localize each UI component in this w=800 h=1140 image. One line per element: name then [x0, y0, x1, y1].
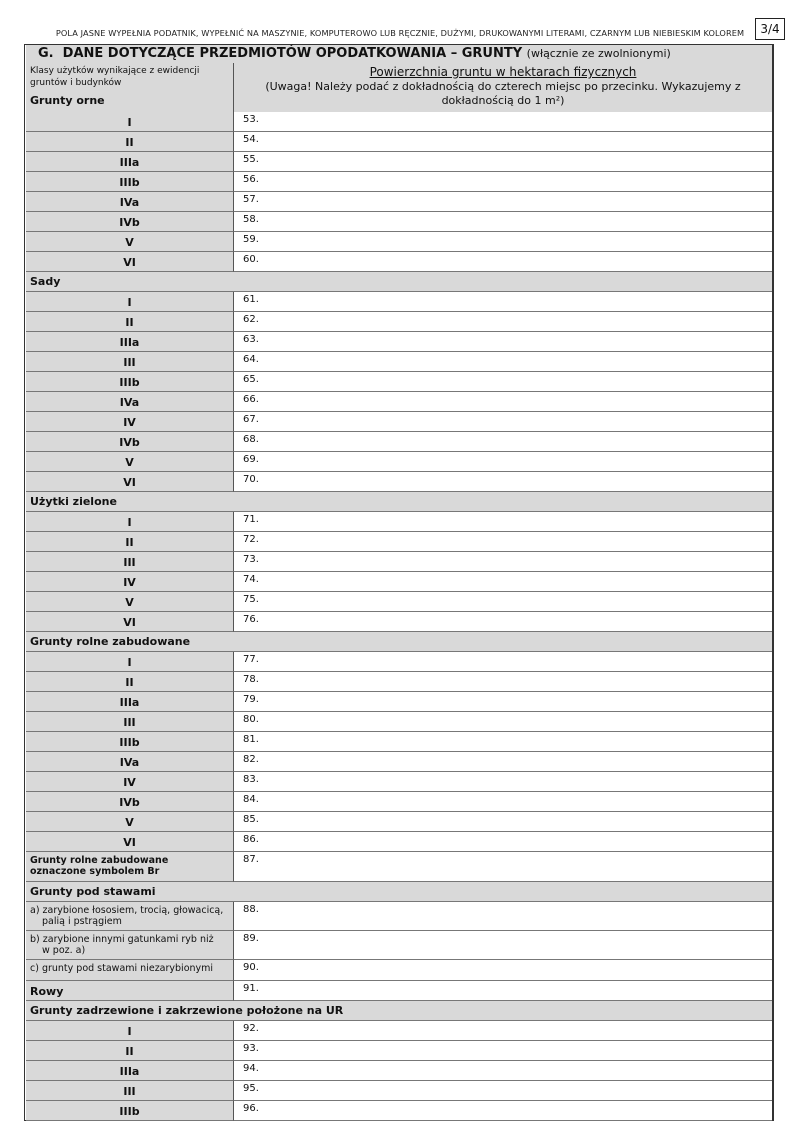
area-input-field[interactable]: [234, 1041, 772, 1061]
field-number: 77.: [243, 654, 259, 665]
field-number: 67.: [243, 414, 259, 425]
field-number: 83.: [243, 774, 259, 785]
area-input-field[interactable]: [234, 132, 772, 152]
field-number: 59.: [243, 234, 259, 245]
table-row: [26, 902, 772, 931]
table-row: [26, 592, 772, 612]
area-column-title: Powierzchnia gruntu w hektarach fizycznych: [369, 65, 637, 79]
field-number: 56.: [243, 174, 259, 185]
table-row: [26, 732, 772, 752]
table-row: [26, 692, 772, 712]
class-label: IIIa: [26, 692, 234, 712]
class-label: IV: [26, 772, 234, 792]
table-row: [26, 832, 772, 852]
class-label: II: [26, 532, 234, 552]
section-g-title: [26, 45, 772, 63]
area-input-field[interactable]: [234, 212, 772, 232]
table-row: [26, 472, 772, 492]
class-label: V: [26, 812, 234, 832]
area-input-field[interactable]: [234, 752, 772, 772]
field-number: 84.: [243, 794, 259, 805]
class-label: I: [26, 1021, 234, 1041]
field-number: 80.: [243, 714, 259, 725]
area-input-field[interactable]: [234, 712, 772, 732]
class-label-line: w poz. a): [42, 945, 86, 956]
class-label: V: [26, 592, 234, 612]
area-input-field[interactable]: [234, 612, 772, 632]
class-label: I: [26, 292, 234, 312]
field-number: 82.: [243, 754, 259, 765]
area-input-field[interactable]: [234, 292, 772, 312]
table-row: [26, 512, 772, 532]
field-number: 70.: [243, 474, 259, 485]
group-label: Grunty orne: [30, 94, 105, 107]
field-number: 63.: [243, 334, 259, 345]
area-input-field[interactable]: [234, 1021, 772, 1041]
class-label: IVa: [26, 192, 234, 212]
table-row: [26, 152, 772, 172]
class-label: [26, 931, 234, 960]
area-input-field[interactable]: [234, 312, 772, 332]
field-number: 68.: [243, 434, 259, 445]
table-row: [26, 852, 772, 882]
area-input-field[interactable]: [234, 902, 772, 931]
field-number: 95.: [243, 1083, 259, 1094]
field-number: 81.: [243, 734, 259, 745]
table-row: [26, 132, 772, 152]
field-number: 90.: [243, 962, 259, 973]
area-input-field[interactable]: [234, 392, 772, 412]
class-label: IIIa: [26, 332, 234, 352]
table-row: [26, 432, 772, 452]
field-number: 66.: [243, 394, 259, 405]
area-input-field[interactable]: [234, 812, 772, 832]
table-row: [26, 212, 772, 232]
class-label-line: c) grunty pod stawami niezarybionymi: [30, 963, 214, 974]
class-label: I: [26, 512, 234, 532]
field-number: 62.: [243, 314, 259, 325]
class-label-line: oznaczone symbolem Br: [30, 866, 160, 877]
field-number: 76.: [243, 614, 259, 625]
field-number: 96.: [243, 1103, 259, 1114]
field-number: 60.: [243, 254, 259, 265]
table-row: [26, 112, 772, 132]
group-header: Sady: [26, 272, 772, 292]
class-label: IVb: [26, 212, 234, 232]
class-label: II: [26, 672, 234, 692]
field-number: 65.: [243, 374, 259, 385]
area-input-field[interactable]: [234, 852, 772, 882]
area-input-field[interactable]: [234, 252, 772, 272]
table-row: [26, 532, 772, 552]
area-input-field[interactable]: [234, 1061, 772, 1081]
section-letter: G.: [38, 46, 54, 61]
area-input-field[interactable]: [234, 732, 772, 752]
field-number: 64.: [243, 354, 259, 365]
area-input-field[interactable]: [234, 452, 772, 472]
class-label-line: a) zarybione łososiem, trocią, głowacicą,: [30, 905, 224, 916]
field-number: 78.: [243, 674, 259, 685]
area-input-field[interactable]: [234, 960, 772, 981]
table-row: [26, 752, 772, 772]
area-input-field[interactable]: [234, 232, 772, 252]
field-number: 93.: [243, 1043, 259, 1054]
class-label: IVb: [26, 792, 234, 812]
area-input-field[interactable]: [234, 792, 772, 812]
table-row: [26, 931, 772, 960]
class-label: IVb: [26, 432, 234, 452]
table-row: [26, 1081, 772, 1101]
table-row: [26, 412, 772, 432]
table-row: [26, 332, 772, 352]
table-row: [26, 392, 772, 412]
class-label: VI: [26, 472, 234, 492]
field-number: 87.: [243, 854, 259, 865]
area-input-field[interactable]: [234, 772, 772, 792]
field-number: 88.: [243, 904, 259, 915]
field-number: 92.: [243, 1023, 259, 1034]
class-label: I: [26, 112, 234, 132]
field-number: 75.: [243, 594, 259, 605]
area-input-field[interactable]: [234, 1101, 772, 1121]
table-row: [26, 352, 772, 372]
area-column-header: [234, 63, 772, 112]
class-label: Rowy: [26, 981, 234, 1001]
class-label: [26, 902, 234, 931]
class-label: IVa: [26, 392, 234, 412]
field-number: 85.: [243, 814, 259, 825]
class-label: III: [26, 1081, 234, 1101]
area-input-field[interactable]: [234, 172, 772, 192]
header-instruction-note: POLA JASNE WYPEŁNIA PODATNIK, WYPEŁNIĆ NA MASZYNIE, KOMPUTEROWO LUB RĘCZNIE, DUŻYMI, DRUKOWANYMI LITERAMI, CZARNYM LUB NIEBIESKIM KOLOREM: [55, 28, 745, 38]
class-label-line: Grunty rolne zabudowane: [30, 855, 169, 866]
class-label: V: [26, 232, 234, 252]
area-input-field[interactable]: [234, 672, 772, 692]
class-label: IIIb: [26, 1101, 234, 1121]
class-label: III: [26, 352, 234, 372]
field-number: 57.: [243, 194, 259, 205]
field-number: 69.: [243, 454, 259, 465]
table-row: [26, 372, 772, 392]
area-input-field[interactable]: [234, 112, 772, 132]
class-label: IIIb: [26, 372, 234, 392]
table-row: [26, 172, 772, 192]
area-input-field[interactable]: [234, 412, 772, 432]
field-number: 55.: [243, 154, 259, 165]
table-row: [26, 652, 772, 672]
class-header-line-2: gruntów i budynków: [30, 78, 122, 88]
class-label: VI: [26, 252, 234, 272]
table-row: [26, 232, 772, 252]
table-row: [26, 981, 772, 1001]
class-label: [26, 960, 234, 981]
table-row: [26, 312, 772, 332]
class-label: IIIa: [26, 152, 234, 172]
area-input-field[interactable]: [234, 372, 772, 392]
field-number: 91.: [243, 983, 259, 994]
field-number: 86.: [243, 834, 259, 845]
table-row: [26, 572, 772, 592]
table-row: [26, 292, 772, 312]
class-label-line: b) zarybione innymi gatunkami ryb niż: [30, 934, 214, 945]
area-input-field[interactable]: [234, 512, 772, 532]
group-header: Grunty pod stawami: [26, 882, 772, 902]
area-input-field[interactable]: [234, 1081, 772, 1101]
section-title-text: DANE DOTYCZĄCE PRZEDMIOTÓW OPODATKOWANIA – GRUNTY: [62, 46, 523, 61]
class-label: III: [26, 712, 234, 732]
class-label: [26, 852, 234, 882]
class-label: II: [26, 132, 234, 152]
class-label: VI: [26, 832, 234, 852]
class-label-line: palią i pstrągiem: [42, 916, 122, 927]
table-row: [26, 192, 772, 212]
area-input-field[interactable]: [234, 152, 772, 172]
table-row: [26, 812, 772, 832]
field-number: 73.: [243, 554, 259, 565]
group-header: Grunty zadrzewione i zakrzewione położone na UR: [26, 1001, 772, 1021]
field-number: 89.: [243, 933, 259, 944]
table-row: [26, 960, 772, 981]
section-subtitle: (włącznie ze zwolnionymi): [526, 47, 671, 60]
area-input-field[interactable]: [234, 192, 772, 212]
field-number: 54.: [243, 134, 259, 145]
field-number: 94.: [243, 1063, 259, 1074]
class-label: IIIa: [26, 1061, 234, 1081]
field-number: 72.: [243, 534, 259, 545]
class-header-line-1: Klasy użytków wynikające z ewidencji: [30, 66, 200, 76]
area-input-field[interactable]: [234, 472, 772, 492]
table-row: [26, 792, 772, 812]
group-header: Użytki zielone: [26, 492, 772, 512]
table-row: [26, 712, 772, 732]
field-number: 71.: [243, 514, 259, 525]
field-number: 79.: [243, 694, 259, 705]
area-input-field[interactable]: [234, 981, 772, 1001]
page-number-badge: 3/4: [755, 18, 785, 40]
area-input-field[interactable]: [234, 592, 772, 612]
class-label: V: [26, 452, 234, 472]
table-row: [26, 772, 772, 792]
table-row: [26, 672, 772, 692]
class-label: IV: [26, 412, 234, 432]
class-label: III: [26, 552, 234, 572]
class-column-header: [26, 63, 234, 112]
table-row: [26, 1041, 772, 1061]
area-input-field[interactable]: [234, 432, 772, 452]
table-row: [26, 612, 772, 632]
class-label: IVa: [26, 752, 234, 772]
area-input-field[interactable]: [234, 572, 772, 592]
area-input-field[interactable]: [234, 652, 772, 672]
class-label: VI: [26, 612, 234, 632]
area-input-field[interactable]: [234, 352, 772, 372]
class-label: IIIb: [26, 732, 234, 752]
field-number: 61.: [243, 294, 259, 305]
table-row: [26, 452, 772, 472]
field-number: 53.: [243, 114, 259, 125]
area-input-field[interactable]: [234, 532, 772, 552]
table-row: [26, 1061, 772, 1081]
class-label: I: [26, 652, 234, 672]
area-input-field[interactable]: [234, 832, 772, 852]
class-label: II: [26, 312, 234, 332]
group-header: Grunty rolne zabudowane: [26, 632, 772, 652]
area-input-field[interactable]: [234, 552, 772, 572]
table-row: [26, 252, 772, 272]
class-column-header-text: [30, 65, 199, 89]
table-row: [26, 552, 772, 572]
field-number: 74.: [243, 574, 259, 585]
area-column-note: (Uwaga! Należy podać z dokładnością do czterech miejsc po przecinku. Wykazujemy z dokładnością do 1 m²): [265, 80, 741, 107]
table-row: [26, 1021, 772, 1041]
class-label: IIIb: [26, 172, 234, 192]
area-input-field[interactable]: [234, 931, 772, 960]
class-label: IV: [26, 572, 234, 592]
area-input-field[interactable]: [234, 692, 772, 712]
table-row: [26, 1101, 772, 1121]
area-input-field[interactable]: [234, 332, 772, 352]
field-number: 58.: [243, 214, 259, 225]
class-label: II: [26, 1041, 234, 1061]
